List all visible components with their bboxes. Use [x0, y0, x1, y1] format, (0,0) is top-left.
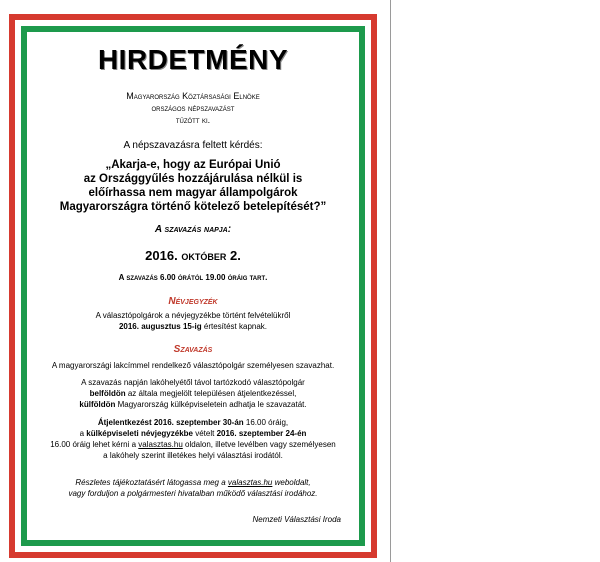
question-intro: A népszavazásra feltett kérdés: [123, 140, 263, 151]
registry-line-1: A választópolgárok a névjegyzékbe történt felvételükről [95, 311, 291, 320]
voting-p2-line-2 [27, 389, 359, 398]
info-line-2: vagy forduljon a polgármesteri hivatalban működő választási irodához. [68, 489, 318, 498]
deadline-line-4: a lakóhely szerint illetékes helyi választási irodától. [103, 451, 283, 460]
question-line-4: Magyarországra történő kötelező betelepítését?” [59, 201, 327, 213]
vote-hours-until: óráig tart. [227, 273, 268, 282]
question-line-1: „Akarja-e, hogy az Európai Unió [105, 159, 281, 171]
registry-line-2-rest: értesítést kapnak. [201, 322, 268, 331]
registry-date: 2016. augusztus 15-ig [118, 322, 202, 331]
voting-p2-line-3 [27, 400, 359, 409]
vote-hours-end: 19.00 [205, 273, 226, 282]
vote-hours-start: 6.00 [160, 273, 176, 282]
vote-date-month: október [181, 248, 227, 263]
page-edge [390, 0, 391, 562]
voting-p2-line-1: A szavazás napján lakóhelyétől távol tartózkodó választópolgár [81, 378, 305, 387]
deadline-line-3-pre: 16.00 óráig lehet kérni a [50, 440, 139, 449]
vote-date-day: 2. [229, 248, 241, 263]
issuer-line-1: Magyarország Köztársasági Elnöke [126, 91, 260, 101]
vote-hours-from: órától [177, 273, 204, 282]
vote-date [27, 249, 359, 264]
deadline-line-1-rest: 16.00 óráig, [243, 418, 289, 427]
notice-content [27, 32, 359, 540]
valasztas-link-1[interactable]: valasztas.hu [138, 440, 183, 449]
vote-day-heading: A szavazás napja: [154, 224, 232, 235]
deadline-line-2-mid: vételt [193, 429, 217, 438]
deadline-line-2-pre: a [79, 429, 87, 438]
vote-hours-prefix: A szavazás [118, 273, 158, 282]
notice-title: HIRDETMÉNY [97, 44, 289, 75]
question-line-2: az Országgyűlés hozzájárulása nélkül is [83, 173, 303, 185]
registry-heading: Névjegyzék [168, 296, 218, 307]
voting-line-1: A magyarországi lakcímmel rendelkező választópolgár személyesen szavazhat. [51, 361, 335, 370]
valasztas-link-2[interactable]: valasztas.hu [227, 478, 273, 487]
deadline-transfer: Átjelentkezést 2016. szeptember 30-án [97, 418, 244, 427]
registry-line-2 [27, 322, 359, 331]
vote-hours [27, 273, 359, 282]
question-line-3: előírhassa nem magyar állampolgárok [88, 187, 298, 199]
voting-p2-line-3-rest: Magyarország külképviseletein adhatja le szavazatát. [115, 400, 307, 409]
info-line-1 [27, 478, 359, 487]
deadline-line-1 [27, 418, 359, 427]
signature: Nemzeti Választási Iroda [252, 515, 341, 524]
info-line-1-pre: Részletes tájékoztatásért látogassa meg a [75, 478, 228, 487]
voting-p2-line-2-rest: az általa megjelölt településen átjelentkezéssel, [125, 389, 297, 398]
deadline-line-2 [27, 429, 359, 438]
deadline-consular-date: 2016. szeptember 24-én [216, 429, 307, 438]
deadline-line-3-rest: oldalon, illetve levélben vagy személyesen [182, 440, 336, 449]
issuer-line-3: tűzött ki. [175, 115, 211, 125]
info-line-1-rest: weboldalt, [272, 478, 311, 487]
deadline-consular-registry: külképviseleti névjegyzékbe [86, 429, 193, 438]
voting-abroad: külföldön [79, 400, 116, 409]
voting-heading: Szavazás [173, 344, 213, 355]
vote-date-year: 2016. [145, 248, 178, 263]
voting-domestic: belföldön [89, 389, 126, 398]
deadline-line-3 [27, 440, 359, 449]
issuer-line-2: országos népszavazást [151, 103, 235, 113]
